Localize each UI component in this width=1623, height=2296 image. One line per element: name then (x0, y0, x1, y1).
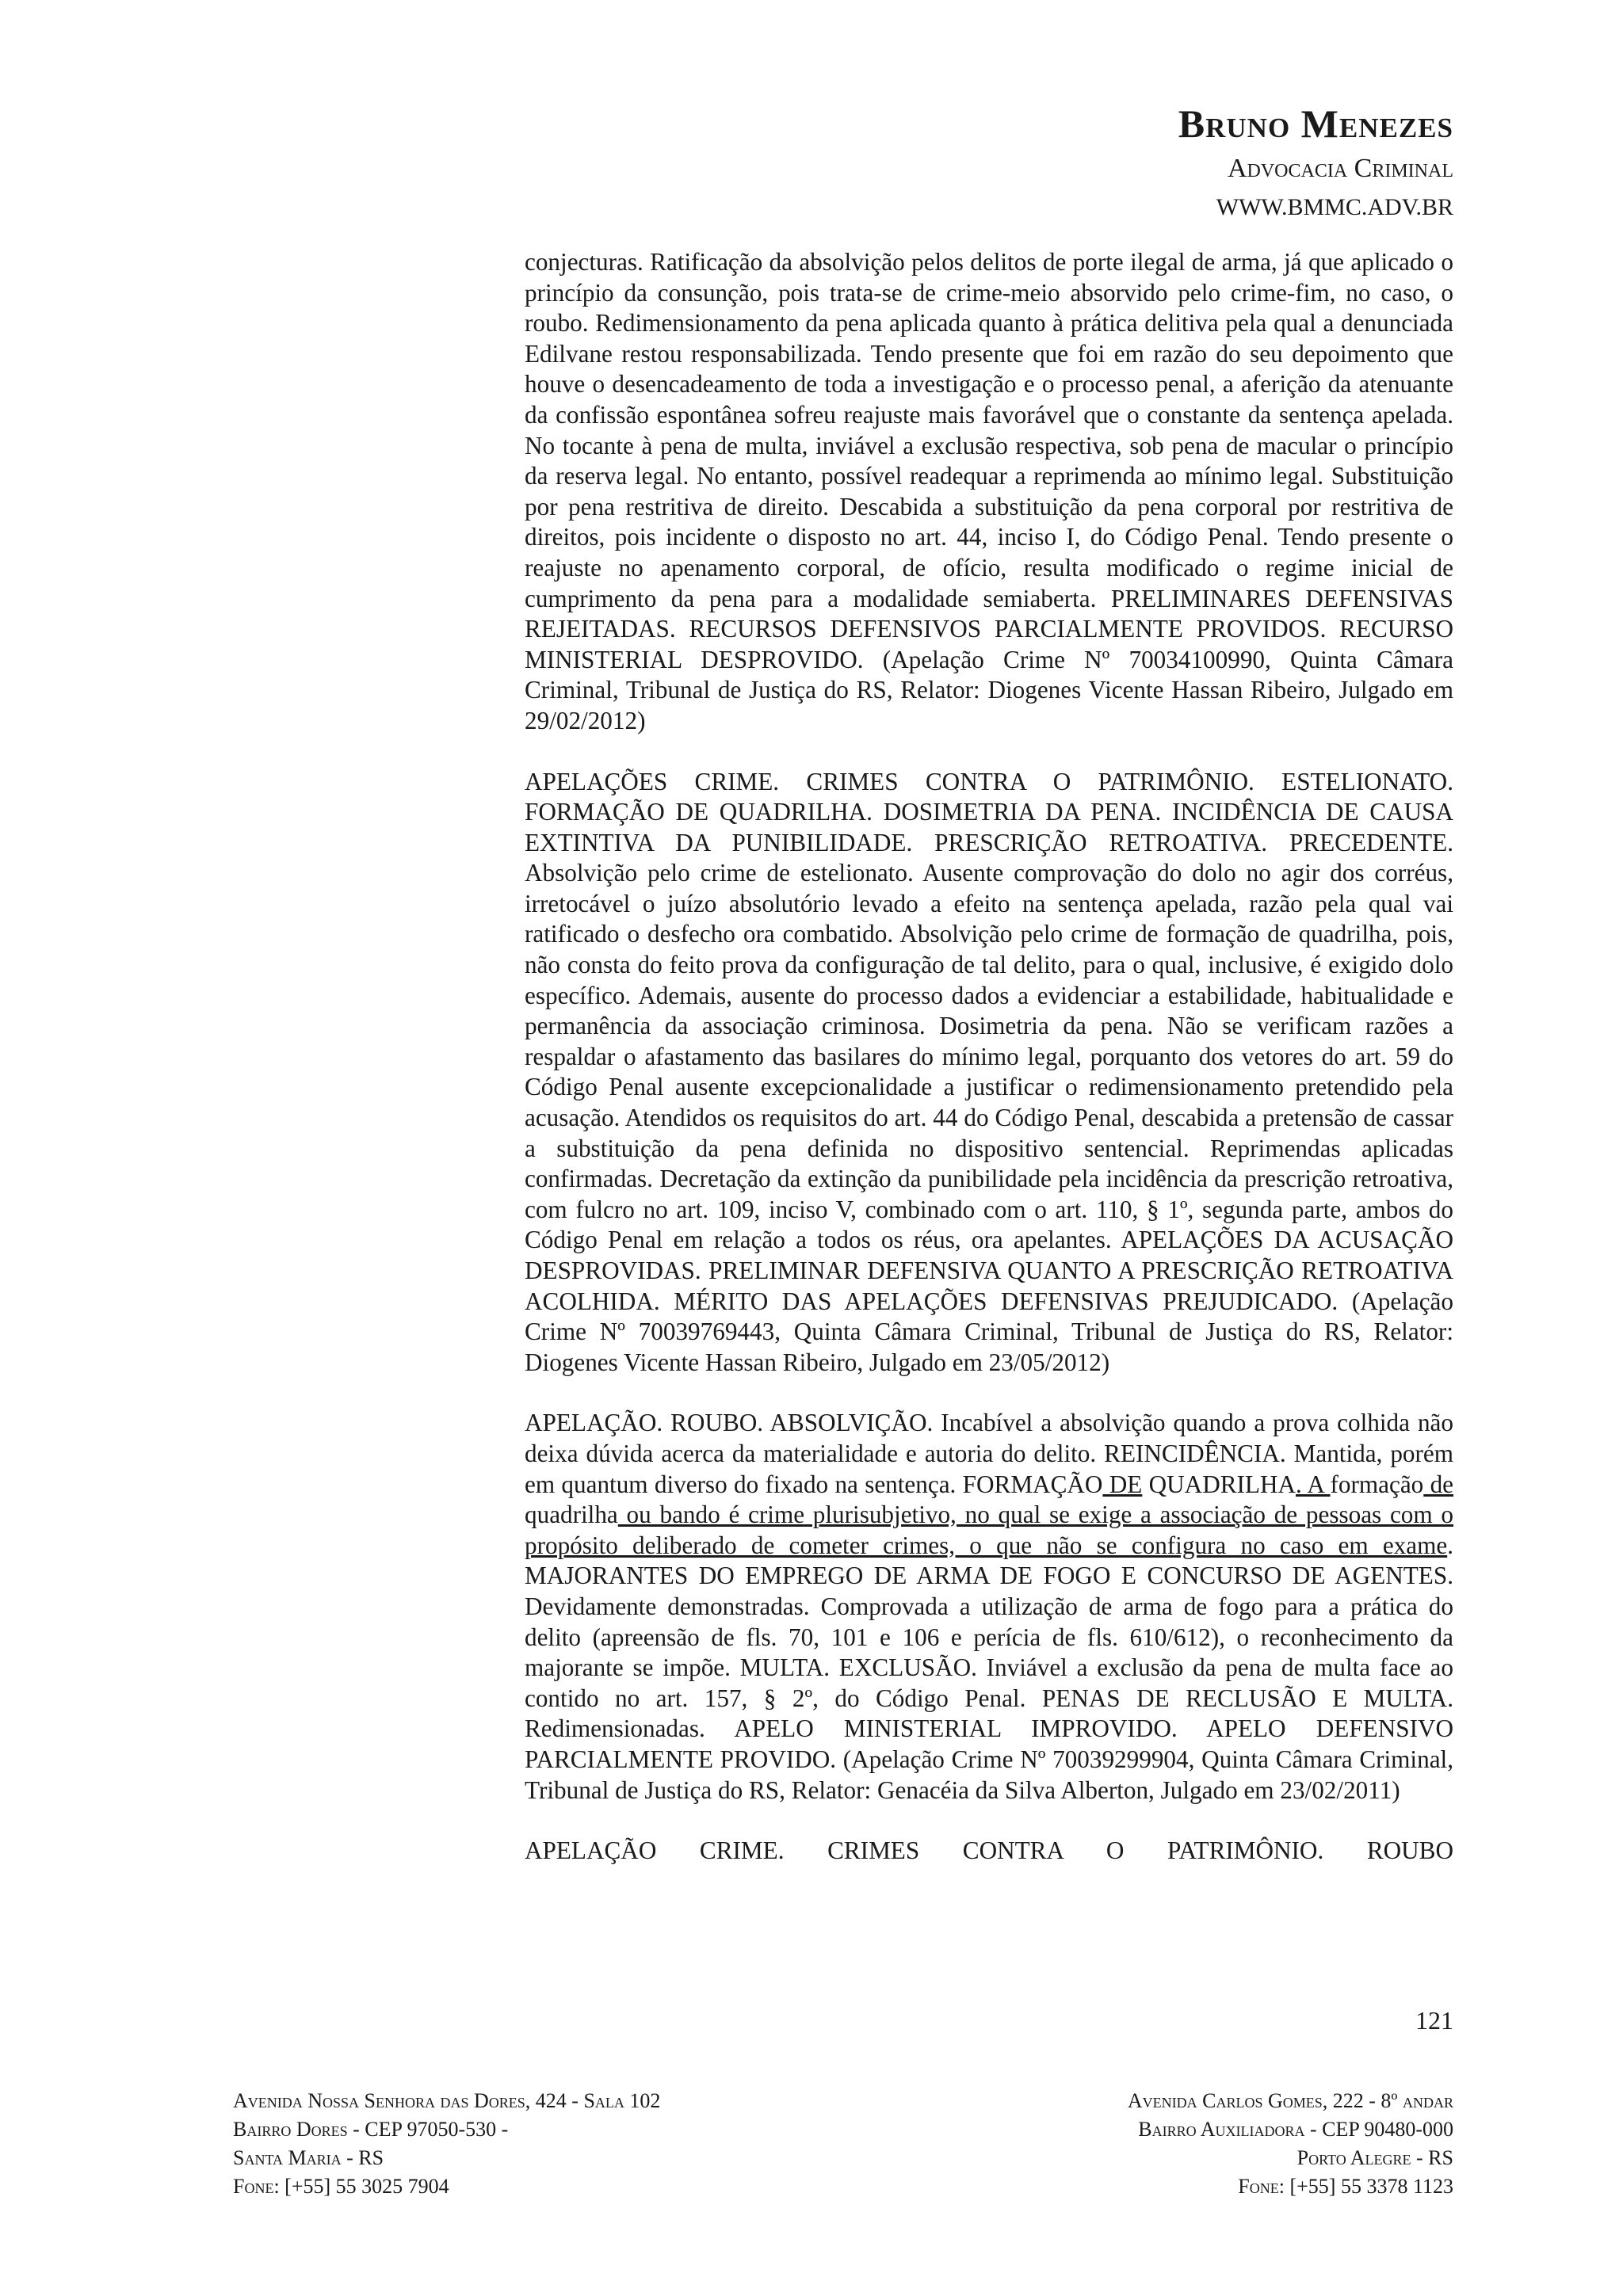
footer-right-line: Fone: [+55] 55 3378 1123 (1238, 2175, 1453, 2198)
footer-address-santa-maria (233, 2087, 660, 2201)
underlined-text: DE (1102, 1470, 1143, 1498)
firm-name: Bruno Menezes (1178, 101, 1453, 146)
footer-right-line: Avenida Carlos Gomes, 222 - 8º andar (1127, 2089, 1453, 2112)
document-body (525, 247, 1453, 1867)
footer-address-porto-alegre (1128, 2087, 1453, 2201)
footer-right-line: Bairro Auxiliadora - CEP 90480-000 (1138, 2118, 1453, 2141)
underlined-text: . A (1296, 1470, 1331, 1498)
paragraph-4-start: APELAÇÃO CRIME. CRIMES CONTRA O PATRIMÔNIO. ROUBO (525, 1836, 1453, 1865)
paragraph-3-text: QUADRILHA (1142, 1470, 1296, 1498)
paragraph-3-text: APELAÇÃO. ROUBO. ABSOLVIÇÃO. Incabível a absolvição quando a prova colhida não deixa dúvida acerca da materialidade e autoria do delito. REINCIDÊNCIA. Mantida, porém em quantum diverso do fixado na sentença. FORMAÇÃO (525, 1409, 1453, 1498)
letterhead (1178, 101, 1453, 225)
footer-left-line: Bairro Dores - CEP 97050-530 - (233, 2118, 509, 2141)
paragraph-2: APELAÇÕES CRIME. CRIMES CONTRA O PATRIMÔNIO. ESTELIONATO. FORMAÇÃO DE QUADRILHA. DOSIMETRIA DA PENA. INCIDÊNCIA DE CAUSA EXTINTIVA DA PUNIBILIDADE. PRESCRIÇÃO RETROATIVA. PRECEDENTE. Absolvição pelo crime de estelionato. Ausente comprovação do dolo no agir dos corréus, irretocável o juízo absolutório levado a efeito na sentença apelada, razão pela qual vai ratificado o desfecho ora combatido. Absolvição pelo crime de formação de quadrilha, pois, não consta do feito prova da configuração de tal delito, para o qual, inclusive, é exigido dolo específico. Ademais, ausente do processo dados a evidenciar a estabilidade, habitualidade e permanência da associação criminosa. Dosimetria da pena. Não se verificam razões a respaldar o afastamento das basilares do mínimo legal, porquanto dos vetores do art. 59 do Código Penal ausente excepcionalidade a justificar o redimensionamento pretendido pela acusação. Atendidos os requisitos do art. 44 do Código Penal, descabida a pretensão de cassar a substituição da pena definida no dispositivo sentencial. Reprimendas aplicadas confirmadas. Decretação da extinção da punibilidade pela incidência da prescrição retroativa, com fulcro no art. 109, inciso V, combinado com o art. 110, § 1º, segunda parte, ambos do Código Penal em relação a todos os réus, ora apelantes. APELAÇÕES DA ACUSAÇÃO DESPROVIDAS. PRELIMINAR DEFENSIVA QUANTO A PRESCRIÇÃO RETROATIVA ACOLHIDA. MÉRITO DAS APELAÇÕES DEFENSIVAS PREJUDICADO. (Apelação Crime Nº 70039769443, Quinta Câmara Criminal, Tribunal de Justiça do RS, Relator: Diogenes Vicente Hassan Ribeiro, Julgado em 23/05/2012) (525, 767, 1453, 1376)
footer-left-line: Fone: [+55] 55 3025 7904 (233, 2175, 449, 2198)
underlined-text: de (1423, 1470, 1454, 1498)
footer-right-line: Porto Alegre - RS (1296, 2146, 1453, 2169)
firm-website: WWW.BMMC.ADV.BR (1216, 194, 1453, 220)
paragraph-1: conjecturas. Ratificação da absolvição pelos delitos de porte ilegal de arma, já que aplicado o princípio da consunção, pois trata-se de crime-meio absorvido pelo crime-fim, no caso, o roubo. Redimensionamento da pena aplicada quanto à prática delitiva pela qual a denunciada Edilvane restou responsabilizada. Tendo presente que foi em razão do seu depoimento que houve o desencadeamento de toda a investigação e o processo penal, a aferição da atenuante da confissão espontânea sofreu reajuste mais favorável que o constante da sentença apelada. No tocante à pena de multa, inviável a exclusão respectiva, sob pena de macular o princípio da reserva legal. No entanto, possível readequar a reprimenda ao mínimo legal. Substituição por pena restritiva de direito. Descabida a substituição da pena corporal por restritiva de direitos, pois incidente o disposto no art. 44, inciso I, do Código Penal. Tendo presente o reajuste no apenamento corporal, de ofício, resulta modificado o regime inicial de cumprimento da pena para a modalidade semiaberta. PRELIMINARES DEFENSIVAS REJEITADAS. RECURSOS DEFENSIVOS PARCIALMENTE PROVIDOS. RECURSO MINISTERIAL DESPROVIDO. (Apelação Crime Nº 70034100990, Quinta Câmara Criminal, Tribunal de Justiça do RS, Relator: Diogenes Vicente Hassan Ribeiro, Julgado em 29/02/2012) (525, 248, 1453, 734)
underlined-text: ou bando é crime plurisubjetivo, no qual se exige a associação de pessoas com o propósito deliberado de cometer crimes, o que não se configura no caso em exame (525, 1501, 1453, 1559)
paragraph-3-text: formação (1330, 1470, 1424, 1498)
page-number: 121 (1415, 2006, 1453, 2035)
paragraph-3-text: quadrilha (525, 1501, 618, 1529)
firm-subtitle: Advocacia Criminal (1227, 154, 1453, 183)
footer-left-line: Santa Maria - RS (233, 2146, 384, 2169)
paragraph-3-text: . MAJORANTES DO EMPREGO DE ARMA DE FOGO E CONCURSO DE AGENTES. Devidamente demonstradas. Comprovada a utilização de arma de fogo para a prática do delito (apreensão de fls. 70, 101 e 106 e perícia de fls. 610/612), o reconhecimento da majorante se impõe. MULTA. EXCLUSÃO. Inviável a exclusão da pena de multa face ao contido no art. 157, § 2º, do Código Penal. PENAS DE RECLUSÃO E MULTA. Redimensionadas. APELO MINISTERIAL IMPROVIDO. APELO DEFENSIVO PARCIALMENTE PROVIDO. (Apelação Crime Nº 70039299904, Quinta Câmara Criminal, Tribunal de Justiça do RS, Relator: Genacéia da Silva Alberton, Julgado em 23/02/2011) (525, 1531, 1453, 1804)
paragraph-3 (525, 1408, 1453, 1806)
footer-left-line: Avenida Nossa Senhora das Dores, 424 - Sala 102 (233, 2089, 661, 2112)
